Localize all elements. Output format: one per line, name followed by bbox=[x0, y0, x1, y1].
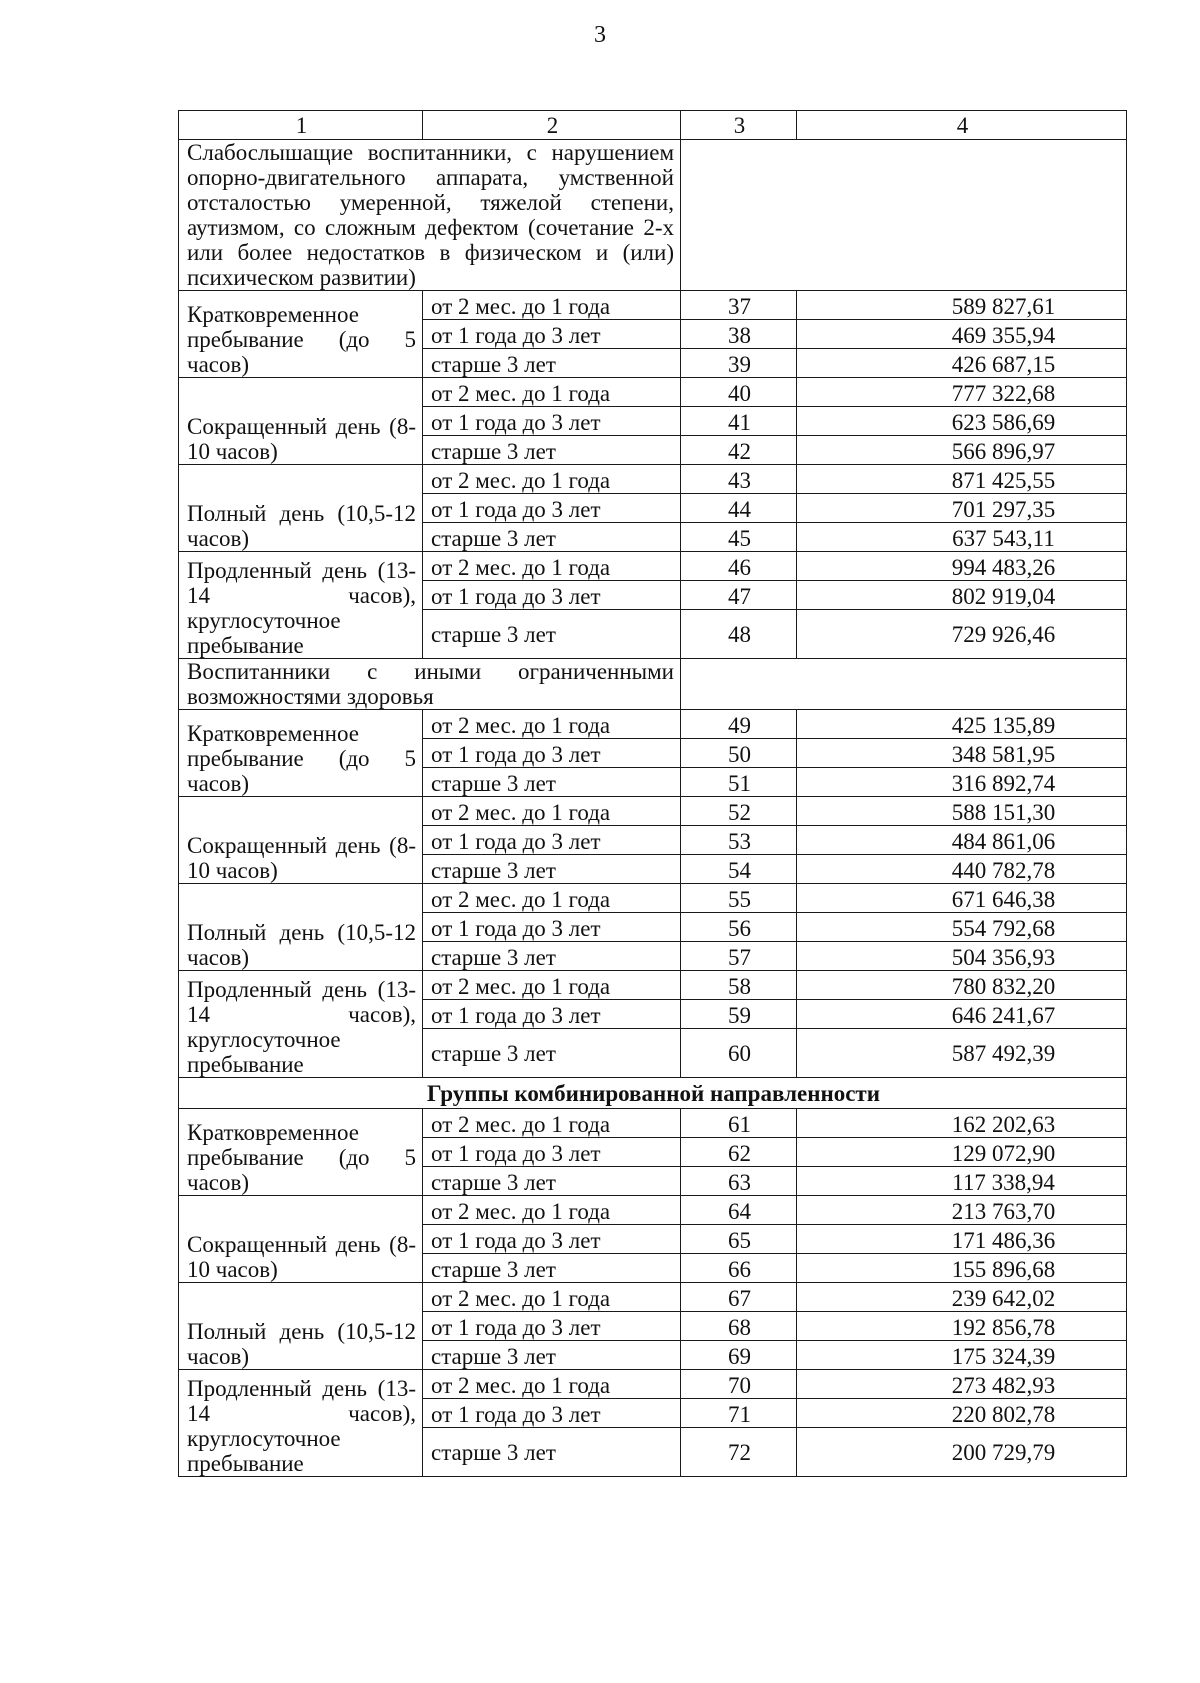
stay-mode: Сокращенный день (8-10 часов) bbox=[179, 1196, 423, 1283]
amount-value: 273 482,93 bbox=[797, 1370, 1127, 1399]
row-number: 46 bbox=[681, 552, 797, 581]
age-group: от 1 года до 3 лет bbox=[423, 1312, 681, 1341]
amount-value: 566 896,97 bbox=[797, 436, 1127, 465]
age-group: от 1 года до 3 лет bbox=[423, 320, 681, 349]
age-group: от 1 года до 3 лет bbox=[423, 1000, 681, 1029]
row-number: 53 bbox=[681, 826, 797, 855]
section-title: Группы комбинированной направленности bbox=[179, 1078, 1127, 1109]
row-number: 41 bbox=[681, 407, 797, 436]
amount-value: 554 792,68 bbox=[797, 913, 1127, 942]
stay-mode: Продленный день (13-14 часов), круглосуточное пребывание bbox=[179, 1370, 423, 1477]
stay-mode: Полный день (10,5-12 часов) bbox=[179, 884, 423, 971]
row-number: 43 bbox=[681, 465, 797, 494]
amount-value: 200 729,79 bbox=[797, 1428, 1127, 1477]
amount-value: 426 687,15 bbox=[797, 349, 1127, 378]
age-group: от 1 года до 3 лет bbox=[423, 1138, 681, 1167]
age-group: старше 3 лет bbox=[423, 1428, 681, 1477]
table-row bbox=[179, 1370, 1127, 1399]
row-number: 60 bbox=[681, 1029, 797, 1078]
row-number: 64 bbox=[681, 1196, 797, 1225]
amount-value: 484 861,06 bbox=[797, 826, 1127, 855]
age-group: от 2 мес. до 1 года bbox=[423, 291, 681, 320]
row-number: 38 bbox=[681, 320, 797, 349]
age-group: от 2 мес. до 1 года bbox=[423, 1196, 681, 1225]
amount-value: 637 543,11 bbox=[797, 523, 1127, 552]
row-number: 70 bbox=[681, 1370, 797, 1399]
amount-value: 129 072,90 bbox=[797, 1138, 1127, 1167]
table-row bbox=[179, 552, 1127, 581]
row-number: 37 bbox=[681, 291, 797, 320]
age-group: от 2 мес. до 1 года bbox=[423, 971, 681, 1000]
stay-mode: Продленный день (13-14 часов), круглосуточное пребывание bbox=[179, 552, 423, 659]
stay-mode: Полный день (10,5-12 часов) bbox=[179, 1283, 423, 1370]
amount-value: 239 642,02 bbox=[797, 1283, 1127, 1312]
amount-value: 623 586,69 bbox=[797, 407, 1127, 436]
row-number: 58 bbox=[681, 971, 797, 1000]
age-group: от 1 года до 3 лет bbox=[423, 1225, 681, 1254]
category-caption: Воспитанники с иными ограниченными возможностями здоровья bbox=[179, 659, 681, 710]
row-number: 62 bbox=[681, 1138, 797, 1167]
category-caption-row bbox=[179, 659, 1127, 710]
category-caption: Слабослышащие воспитанники, с нарушением опорно-двигательного аппарата, умственной отсталостью умеренной, тяжелой степени, аутизмом, со сложным дефектом (сочетание 2-х или более недостатков в физическом и (или) психическом развитии) bbox=[179, 140, 681, 291]
row-number: 40 bbox=[681, 378, 797, 407]
table-row bbox=[179, 1283, 1127, 1312]
age-group: старше 3 лет bbox=[423, 610, 681, 659]
age-group: старше 3 лет bbox=[423, 1341, 681, 1370]
age-group: от 2 мес. до 1 года bbox=[423, 710, 681, 739]
amount-value: 587 492,39 bbox=[797, 1029, 1127, 1078]
amount-value: 589 827,61 bbox=[797, 291, 1127, 320]
stay-mode: Кратковременное пребывание (до 5 часов) bbox=[179, 1109, 423, 1196]
age-group: старше 3 лет bbox=[423, 349, 681, 378]
stay-mode: Сокращенный день (8-10 часов) bbox=[179, 378, 423, 465]
stay-mode: Кратковременное пребывание (до 5 часов) bbox=[179, 291, 423, 378]
row-number: 52 bbox=[681, 797, 797, 826]
amount-value: 701 297,35 bbox=[797, 494, 1127, 523]
row-number: 42 bbox=[681, 436, 797, 465]
amount-value: 316 892,74 bbox=[797, 768, 1127, 797]
age-group: от 2 мес. до 1 года bbox=[423, 1109, 681, 1138]
amount-value: 162 202,63 bbox=[797, 1109, 1127, 1138]
amount-value: 171 486,36 bbox=[797, 1225, 1127, 1254]
table-row bbox=[179, 465, 1127, 494]
age-group: старше 3 лет bbox=[423, 1029, 681, 1078]
row-number: 67 bbox=[681, 1283, 797, 1312]
stay-mode: Сокращенный день (8-10 часов) bbox=[179, 797, 423, 884]
row-number: 44 bbox=[681, 494, 797, 523]
column-header-3: 3 bbox=[681, 111, 797, 140]
amount-value: 348 581,95 bbox=[797, 739, 1127, 768]
column-header-1: 1 bbox=[179, 111, 423, 140]
amount-value: 994 483,26 bbox=[797, 552, 1127, 581]
column-header-2: 2 bbox=[423, 111, 681, 140]
row-number: 51 bbox=[681, 768, 797, 797]
age-group: старше 3 лет bbox=[423, 1167, 681, 1196]
category-caption-row bbox=[179, 140, 1127, 291]
row-number: 63 bbox=[681, 1167, 797, 1196]
row-number: 69 bbox=[681, 1341, 797, 1370]
column-header-4: 4 bbox=[797, 111, 1127, 140]
tariff-table bbox=[178, 110, 1127, 1477]
row-number: 54 bbox=[681, 855, 797, 884]
age-group: старше 3 лет bbox=[423, 942, 681, 971]
amount-value: 777 322,68 bbox=[797, 378, 1127, 407]
caption-empty-cell bbox=[681, 659, 1127, 710]
amount-value: 425 135,89 bbox=[797, 710, 1127, 739]
row-number: 55 bbox=[681, 884, 797, 913]
caption-empty-cell bbox=[681, 140, 1127, 291]
row-number: 61 bbox=[681, 1109, 797, 1138]
stay-mode: Полный день (10,5-12 часов) bbox=[179, 465, 423, 552]
stay-mode: Продленный день (13-14 часов), круглосуточное пребывание bbox=[179, 971, 423, 1078]
table-row bbox=[179, 378, 1127, 407]
table-row bbox=[179, 884, 1127, 913]
age-group: от 1 года до 3 лет bbox=[423, 739, 681, 768]
age-group: от 2 мес. до 1 года bbox=[423, 884, 681, 913]
row-number: 49 bbox=[681, 710, 797, 739]
row-number: 45 bbox=[681, 523, 797, 552]
amount-value: 175 324,39 bbox=[797, 1341, 1127, 1370]
amount-value: 117 338,94 bbox=[797, 1167, 1127, 1196]
row-number: 48 bbox=[681, 610, 797, 659]
row-number: 72 bbox=[681, 1428, 797, 1477]
tariff-table-body bbox=[179, 111, 1127, 1477]
amount-value: 469 355,94 bbox=[797, 320, 1127, 349]
amount-value: 213 763,70 bbox=[797, 1196, 1127, 1225]
age-group: от 1 года до 3 лет bbox=[423, 913, 681, 942]
row-number: 65 bbox=[681, 1225, 797, 1254]
column-numbers-row bbox=[179, 111, 1127, 140]
amount-value: 729 926,46 bbox=[797, 610, 1127, 659]
row-number: 57 bbox=[681, 942, 797, 971]
age-group: старше 3 лет bbox=[423, 855, 681, 884]
amount-value: 646 241,67 bbox=[797, 1000, 1127, 1029]
table-row bbox=[179, 1196, 1127, 1225]
age-group: старше 3 лет bbox=[423, 436, 681, 465]
amount-value: 220 802,78 bbox=[797, 1399, 1127, 1428]
row-number: 68 bbox=[681, 1312, 797, 1341]
row-number: 59 bbox=[681, 1000, 797, 1029]
age-group: от 2 мес. до 1 года bbox=[423, 797, 681, 826]
amount-value: 504 356,93 bbox=[797, 942, 1127, 971]
table-row bbox=[179, 1109, 1127, 1138]
age-group: от 2 мес. до 1 года bbox=[423, 1370, 681, 1399]
age-group: от 1 года до 3 лет bbox=[423, 826, 681, 855]
stay-mode: Кратковременное пребывание (до 5 часов) bbox=[179, 710, 423, 797]
row-number: 47 bbox=[681, 581, 797, 610]
table-row bbox=[179, 971, 1127, 1000]
amount-value: 155 896,68 bbox=[797, 1254, 1127, 1283]
page-number: 3 bbox=[594, 22, 606, 48]
amount-value: 780 832,20 bbox=[797, 971, 1127, 1000]
amount-value: 192 856,78 bbox=[797, 1312, 1127, 1341]
age-group: от 1 года до 3 лет bbox=[423, 494, 681, 523]
age-group: старше 3 лет bbox=[423, 768, 681, 797]
age-group: старше 3 лет bbox=[423, 1254, 681, 1283]
age-group: от 2 мес. до 1 года bbox=[423, 465, 681, 494]
table-row bbox=[179, 291, 1127, 320]
row-number: 39 bbox=[681, 349, 797, 378]
amount-value: 671 646,38 bbox=[797, 884, 1127, 913]
row-number: 66 bbox=[681, 1254, 797, 1283]
amount-value: 871 425,55 bbox=[797, 465, 1127, 494]
table-row bbox=[179, 710, 1127, 739]
age-group: от 2 мес. до 1 года bbox=[423, 378, 681, 407]
section-title-row bbox=[179, 1078, 1127, 1109]
age-group: от 1 года до 3 лет bbox=[423, 407, 681, 436]
age-group: старше 3 лет bbox=[423, 523, 681, 552]
row-number: 50 bbox=[681, 739, 797, 768]
row-number: 71 bbox=[681, 1399, 797, 1428]
amount-value: 802 919,04 bbox=[797, 581, 1127, 610]
age-group: от 2 мес. до 1 года bbox=[423, 552, 681, 581]
row-number: 56 bbox=[681, 913, 797, 942]
amount-value: 440 782,78 bbox=[797, 855, 1127, 884]
age-group: от 1 года до 3 лет bbox=[423, 581, 681, 610]
age-group: от 2 мес. до 1 года bbox=[423, 1283, 681, 1312]
age-group: от 1 года до 3 лет bbox=[423, 1399, 681, 1428]
amount-value: 588 151,30 bbox=[797, 797, 1127, 826]
table-row bbox=[179, 797, 1127, 826]
